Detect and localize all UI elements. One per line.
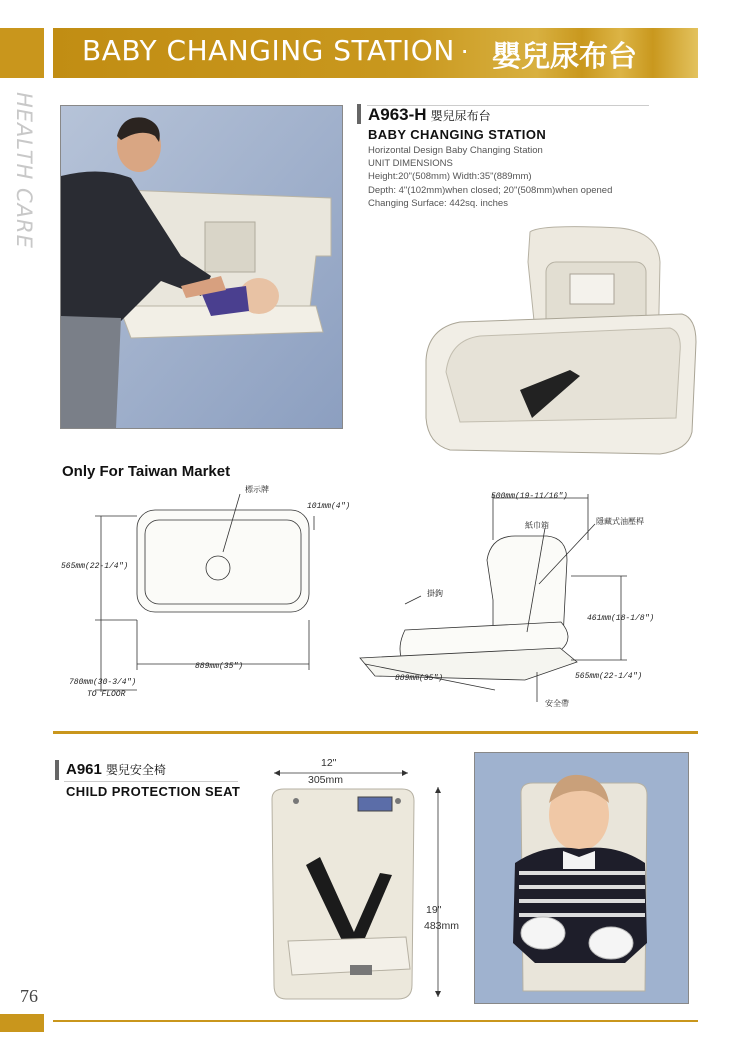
label-to-floor: TO FLOOR xyxy=(87,690,126,699)
spec-line: Horizontal Design Baby Changing Station xyxy=(368,145,543,156)
side-view-base xyxy=(360,648,577,680)
model-a963 xyxy=(368,105,491,125)
photo-child-seat-in-use xyxy=(474,752,689,1004)
dim-depth-open: 500mm(19-11/16") xyxy=(491,492,568,501)
spec-line: Height:20"(508mm) Width:35"(889mm) xyxy=(368,171,532,183)
diagram-section-title: Only For Taiwan Market xyxy=(62,463,231,480)
section-divider xyxy=(53,731,698,734)
label-hidden-rod: 隱藏式油壓桿 xyxy=(596,517,644,526)
label-sign: 標示牌 xyxy=(245,485,269,494)
title-separator: · xyxy=(460,34,470,65)
model-number: A963-H xyxy=(368,105,427,124)
category-side-label xyxy=(12,92,36,272)
dim-side-width: 889mm(35") xyxy=(395,674,444,683)
photo-changing-station-in-use xyxy=(60,105,343,429)
label-hook: 掛鉤 xyxy=(427,589,443,598)
category-side-text: HEALTH CARE xyxy=(12,92,36,249)
dim-floor-height: 780mm(30-3/4") xyxy=(69,678,137,687)
technical-diagram xyxy=(55,480,700,720)
dim-side-height: 461mm(18-1/8") xyxy=(587,614,655,623)
dim-front-height: 565mm(22-1/4") xyxy=(61,562,129,571)
dim-seat-height-mm: 483mm xyxy=(424,920,460,932)
model-name-chinese: 嬰兒安全椅 xyxy=(105,763,166,777)
dim-depth-closed: 101mm(4") xyxy=(307,502,351,511)
front-view-outline xyxy=(137,510,309,612)
product-image-child-seat xyxy=(262,765,462,1005)
page-title: BABY CHANGING STATION xyxy=(82,34,455,67)
model-marker-bar xyxy=(55,760,59,780)
dim-seat-height-in: 19" xyxy=(426,904,442,916)
model-name-chinese: 嬰兒尿布台 xyxy=(430,109,491,123)
dim-front-width: 889mm(35") xyxy=(195,662,244,671)
spec-line: UNIT DIMENSIONS xyxy=(368,158,453,170)
model-number: A961 xyxy=(66,761,102,778)
spec-list xyxy=(368,144,612,210)
footer-accent-block xyxy=(0,1014,44,1032)
spec-line: Changing Surface: 442sq. inches xyxy=(368,197,508,209)
dim-seat-width-in: 12" xyxy=(321,757,337,769)
model-subtitle: BABY CHANGING STATION xyxy=(368,127,547,142)
footer-rule xyxy=(53,1020,698,1022)
model-subtitle: CHILD PROTECTION SEAT xyxy=(66,784,241,799)
model-rule xyxy=(64,781,238,782)
product-image-changing-station xyxy=(420,222,698,474)
dim-seat-width-mm: 305mm xyxy=(308,774,344,786)
label-tissue-box: 紙巾箱 xyxy=(525,521,549,530)
model-a961 xyxy=(66,761,166,778)
page-title-chinese: 嬰兒尿布台 xyxy=(492,39,638,73)
dim-side-height-total: 565mm(22-1/4") xyxy=(575,672,643,681)
spec-line: Depth: 4"(102mm)when closed; 20"(508mm)when opened xyxy=(368,184,613,196)
model-marker-bar xyxy=(357,104,361,124)
label-safety-belt: 安全帶 xyxy=(545,699,569,708)
page-number: 76 xyxy=(20,986,38,1006)
header-accent-block xyxy=(0,28,44,78)
